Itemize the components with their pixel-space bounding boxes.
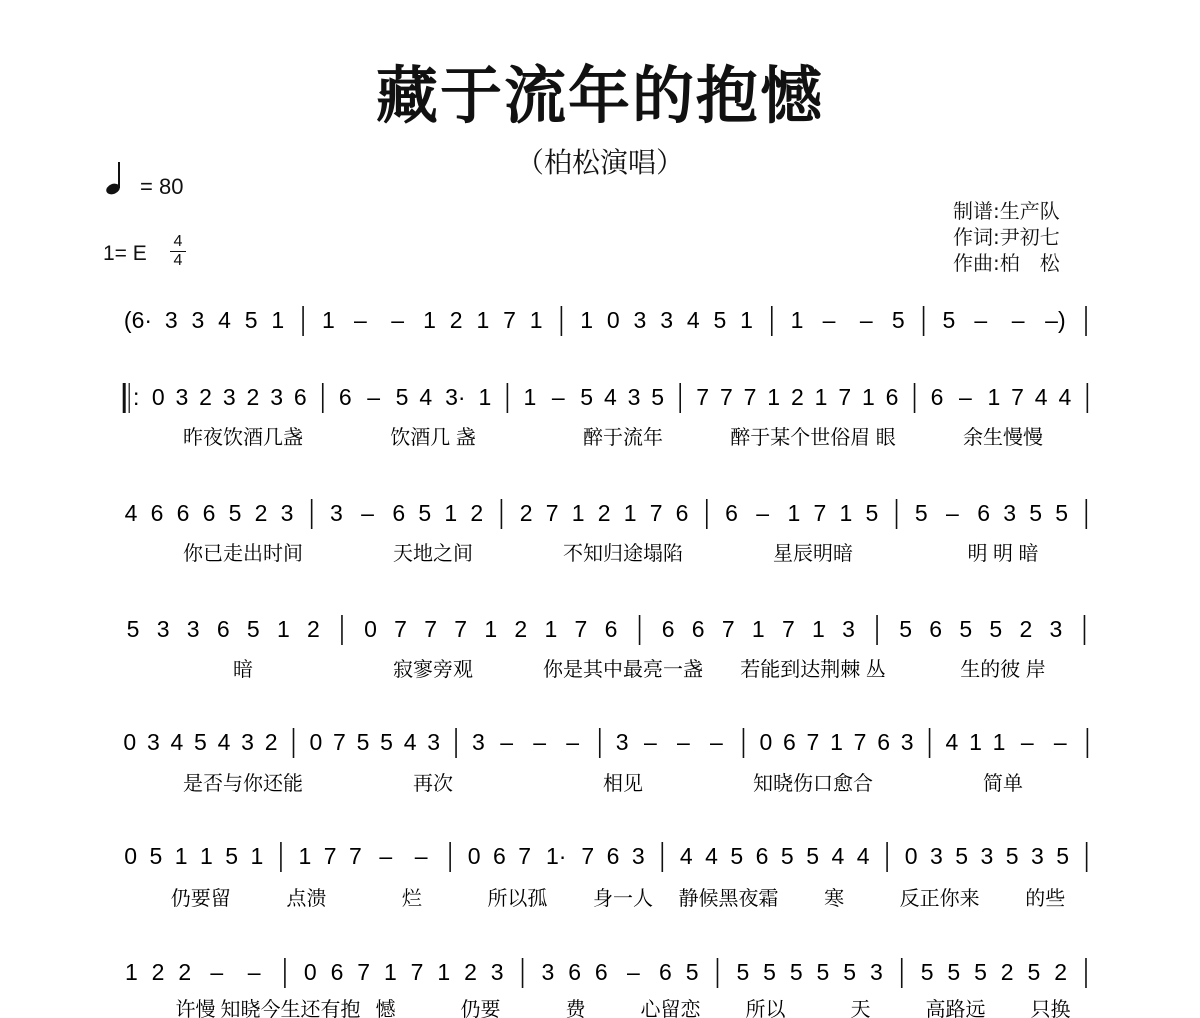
sys6-token-22: 4: [679, 843, 693, 869]
sys4-token-1: 5: [126, 616, 140, 642]
sys4-token-22: 1: [751, 616, 765, 642]
sys4-token-7: 2: [307, 616, 320, 642]
sys4-token-11: 7: [424, 616, 438, 642]
sys4-token-31: 2: [1019, 616, 1033, 642]
sys2-token-5: 3: [222, 384, 236, 410]
sys2-token-25: 7: [719, 384, 733, 410]
lyric-5-5: 简单: [983, 773, 1023, 795]
sys7-token-8: 6: [330, 959, 344, 985]
sys2-token-26: 7: [743, 384, 757, 410]
sys3-token-34: 3: [1003, 500, 1017, 526]
lyric-2-4: 醉于某个世俗眉 眼: [730, 427, 896, 449]
sys1-token-33: –): [1045, 307, 1066, 333]
sys6-token-10: 7: [349, 843, 362, 869]
sys2-token-36: 1: [987, 384, 1001, 410]
sys2-token-21: 3: [627, 384, 641, 410]
sys7-token-13: 2: [464, 959, 477, 985]
sys6-token-9: 7: [323, 843, 337, 869]
sys7-token-3: 2: [178, 959, 192, 985]
sys7-token-23: 5: [736, 959, 750, 985]
lyric-7-10: 只换: [1030, 999, 1071, 1018]
sys3-token-10: –: [361, 500, 374, 526]
sys1-token-4: 4: [218, 307, 231, 333]
sys6-token-6: 1: [250, 843, 264, 869]
sys4-token-6: 1: [276, 616, 290, 642]
sys3-token-21: 7: [649, 500, 663, 526]
sys5-token-32: 3: [900, 729, 914, 755]
key-signature: 1= E: [103, 242, 147, 265]
sys5-token-3: 4: [170, 729, 184, 755]
sys7-token-20: 6: [659, 959, 672, 985]
sys7-token-32: 5: [974, 959, 987, 985]
sys4-token-16: 7: [574, 616, 588, 642]
sys2-token-38: 4: [1034, 384, 1048, 410]
sys3-token-25: –: [756, 500, 770, 526]
sys5-token-11: 5: [356, 729, 370, 755]
sys3-token-2: 6: [150, 500, 164, 526]
sys3-token-31: 5: [914, 500, 928, 526]
sys1-token-17: 1: [580, 307, 594, 333]
sys5-token-30: 7: [853, 729, 867, 755]
sys6-token-34: 3: [980, 843, 994, 869]
sys3-token-11: 6: [392, 500, 406, 526]
sys5-token-19: –: [566, 729, 580, 755]
sys3-token-16: 2: [519, 500, 533, 526]
sys3-token-22: 6: [675, 500, 689, 526]
sys2-token-19: 5: [580, 384, 594, 410]
sys5-token-28: 7: [806, 729, 820, 755]
sys7-token-18: 6: [594, 959, 608, 985]
repeat-sign: :: [133, 384, 140, 410]
lyric-6-4: 所以孤: [487, 888, 548, 910]
lyric-5-1: 是否与你还能: [183, 773, 303, 795]
sys3-token-33: 6: [977, 500, 991, 526]
sys7-token-9: 7: [357, 959, 371, 985]
sys5-token-35: 1: [969, 729, 982, 755]
sys4-token-19: 6: [661, 616, 675, 642]
sys7-token-4: –: [210, 959, 224, 985]
sys4-token-10: 7: [394, 616, 407, 642]
sys7-token-26: 5: [816, 959, 830, 985]
sys6-token-25: 6: [755, 843, 769, 869]
sys5-token-27: 6: [782, 729, 796, 755]
lyric-7-1: 许慢: [175, 999, 216, 1018]
lyric-3-5: 明 明 暗: [967, 543, 1039, 565]
sys5-token-17: –: [500, 729, 514, 755]
score-title: 藏于流年的抱憾: [375, 59, 824, 132]
sys5-token-36: 1: [992, 729, 1006, 755]
sys3-token-14: 2: [470, 500, 484, 526]
lyric-6-3: 烂: [401, 888, 422, 910]
sys6-token-18: 7: [581, 843, 595, 869]
sys5-token-4: 5: [194, 729, 207, 755]
lyric-6-7: 寒: [824, 888, 845, 910]
sys7-token-27: 5: [843, 959, 857, 985]
credit-role: 作词: [953, 225, 993, 249]
sys6-token-31: 0: [904, 843, 918, 869]
sys6-token-24: 5: [730, 843, 744, 869]
sys5-token-34: 4: [945, 729, 959, 755]
sys4-token-28: 6: [929, 616, 943, 642]
sys4-token-14: 2: [514, 616, 528, 642]
tempo-value: = 80: [140, 174, 184, 199]
sys5-token-6: 3: [241, 729, 254, 755]
sys5-token-16: 3: [472, 729, 485, 755]
sys3-token-28: 1: [839, 500, 853, 526]
sys7-token-21: 5: [685, 959, 699, 985]
sys4-token-15: 1: [544, 616, 558, 642]
sys4-token-3: 3: [186, 616, 200, 642]
credit-role: 制谱: [953, 199, 993, 223]
sys1-token-25: 1: [790, 307, 804, 333]
sys2-token-27: 1: [767, 384, 781, 410]
sys3-token-27: 7: [813, 500, 827, 526]
lyric-4-4: 若能到达荆棘 丛: [740, 659, 886, 681]
sys5-token-13: 4: [403, 729, 417, 755]
sys6-token-8: 1: [298, 843, 312, 869]
sys6-token-36: 3: [1030, 843, 1044, 869]
sys1-token-27: –: [859, 307, 873, 333]
sys3-token-36: 5: [1055, 500, 1069, 526]
sys2-token-24: 7: [696, 384, 710, 410]
sys5-token-1: 0: [123, 729, 137, 755]
sys7-token-28: 3: [869, 959, 883, 985]
sys2-token-34: 6: [930, 384, 944, 410]
sys4-token-24: 1: [812, 616, 825, 642]
sys6-token-14: 0: [467, 843, 481, 869]
sys2-token-10: 6: [338, 384, 352, 410]
sys7-token-34: 5: [1027, 959, 1041, 985]
sys2-token-30: 7: [838, 384, 852, 410]
sys2-token-20: 4: [603, 384, 617, 410]
sys2-token-18: –: [551, 384, 565, 410]
sys6-token-37: 5: [1056, 843, 1070, 869]
sys6-token-27: 5: [806, 843, 819, 869]
sys2-token-3: 3: [175, 384, 189, 410]
sys6-token-28: 4: [831, 843, 845, 869]
sys5-token-22: –: [644, 729, 657, 755]
sys1-token-5: 5: [244, 307, 258, 333]
sys4-token-20: 6: [691, 616, 705, 642]
sys1-token-32: –: [1011, 307, 1025, 333]
sys3-token-9: 3: [329, 500, 343, 526]
sys6-token-3: 1: [174, 843, 188, 869]
sys5-token-37: –: [1020, 729, 1034, 755]
lyric-7-6: 心留恋: [640, 999, 701, 1018]
sys2-token-11: –: [367, 384, 381, 410]
sys2-token-12: 5: [395, 384, 409, 410]
sys3-token-35: 5: [1029, 500, 1043, 526]
sys5-token-14: 3: [427, 729, 441, 755]
sys3-token-1: 4: [124, 500, 138, 526]
sys7-token-7: 0: [303, 959, 317, 985]
sys1-token-15: 1: [529, 307, 543, 333]
lyric-4-2: 寂寥旁观: [393, 659, 473, 681]
sys1-token-13: 1: [476, 307, 490, 333]
sys7-token-14: 3: [490, 959, 504, 985]
sys1-token-19: 3: [633, 307, 647, 333]
sys4-token-5: 5: [246, 616, 260, 642]
sys5-token-7: 2: [264, 729, 278, 755]
lyric-7-2: 知晓今生还有抱: [220, 999, 361, 1018]
sys7-token-1: 1: [124, 959, 138, 985]
sys3-token-24: 6: [725, 500, 738, 526]
sys1-token-6: 1: [271, 307, 285, 333]
sys7-token-33: 2: [1000, 959, 1014, 985]
sys6-token-19: 6: [606, 843, 620, 869]
sys2-token-6: 2: [246, 384, 260, 410]
sys5-token-23: –: [676, 729, 690, 755]
sys5-token-38: –: [1053, 729, 1067, 755]
sys2-token-14: 3·: [445, 384, 466, 410]
sys5-token-24: –: [709, 729, 723, 755]
lyric-6-9: 的些: [1025, 888, 1066, 910]
sys5-token-5: 4: [217, 729, 231, 755]
credit-name: 尹初七: [999, 225, 1060, 249]
sys7-token-30: 5: [920, 959, 934, 985]
credit-role: 作曲: [953, 251, 993, 275]
sys1-token-21: 4: [686, 307, 700, 333]
lyric-3-4: 星辰明暗: [773, 543, 853, 565]
lyric-2-5: 余生慢慢: [963, 427, 1043, 449]
sys3-token-18: 1: [571, 500, 585, 526]
sys5-token-29: 1: [830, 729, 843, 755]
sys5-token-21: 3: [615, 729, 629, 755]
sys1-token-1: (6·: [123, 307, 153, 333]
sys5-token-31: 6: [877, 729, 891, 755]
sys3-token-17: 7: [545, 500, 559, 526]
credit-composer: 作曲:柏 松: [953, 251, 1060, 275]
sys1-token-2: 3: [164, 307, 178, 333]
sys3-token-5: 5: [228, 500, 242, 526]
sys4-token-21: 7: [721, 616, 735, 642]
sys2-token-37: 7: [1011, 384, 1024, 410]
sys6-token-4: 1: [200, 843, 213, 869]
sys1-token-26: –: [822, 307, 836, 333]
sys1-token-20: 3: [660, 307, 673, 333]
sys1-token-28: 5: [891, 307, 905, 333]
sys2-token-28: 2: [790, 384, 804, 410]
sys2-token-32: 6: [885, 384, 899, 410]
sys6-token-29: 4: [856, 843, 870, 869]
sys5-token-2: 3: [146, 729, 160, 755]
sys1-token-31: –: [974, 307, 988, 333]
lyric-7-9: 高路远: [925, 999, 986, 1018]
sys3-token-6: 2: [254, 500, 268, 526]
sys3-token-19: 2: [597, 500, 611, 526]
sys7-token-17: 6: [568, 959, 582, 985]
sys7-token-25: 5: [789, 959, 803, 985]
lyric-3-2: 天地之间: [393, 543, 473, 565]
sys2-token-17: 1: [523, 384, 537, 410]
sys3-token-13: 1: [444, 500, 458, 526]
sys2-token-22: 5: [651, 384, 665, 410]
sys3-token-12: 5: [418, 500, 432, 526]
lyric-7-4: 仍要: [460, 999, 501, 1018]
sys2-token-13: 4: [419, 384, 433, 410]
sys1-token-18: 0: [606, 307, 620, 333]
sys6-token-23: 4: [705, 843, 718, 869]
sys5-token-12: 5: [380, 729, 393, 755]
lyric-3-3: 不知归途塌陷: [563, 543, 683, 565]
sys2-token-4: 2: [199, 384, 212, 410]
sys1-token-11: 1: [423, 307, 436, 333]
sys6-token-32: 3: [929, 843, 943, 869]
score-subtitle: （柏松演唱）: [515, 146, 684, 179]
sys3-token-32: –: [946, 500, 959, 526]
sys7-token-2: 2: [151, 959, 165, 985]
time-signature-top: 4: [173, 233, 183, 250]
sys7-token-5: –: [247, 959, 261, 985]
sys7-token-24: 5: [763, 959, 776, 985]
sys6-token-35: 5: [1005, 843, 1019, 869]
sys6-token-12: –: [414, 843, 428, 869]
sys6-token-2: 5: [149, 843, 163, 869]
lyric-6-1: 仍要留: [170, 888, 231, 910]
sys6-token-11: –: [379, 843, 393, 869]
sys7-token-12: 1: [437, 959, 451, 985]
sys7-token-35: 2: [1054, 959, 1068, 985]
sys7-token-16: 3: [541, 959, 555, 985]
lyric-4-5: 生的彼 岸: [960, 659, 1046, 681]
lyric-2-1: 昨夜饮酒几盏: [183, 427, 303, 449]
sys3-token-3: 6: [176, 500, 190, 526]
sys6-token-16: 7: [518, 843, 532, 869]
lyric-6-8: 反正你来: [899, 888, 980, 910]
sys7-token-11: 7: [410, 959, 424, 985]
lyric-7-5: 费: [565, 999, 586, 1018]
sys6-token-1: 0: [124, 843, 138, 869]
lyric-4-1: 暗: [233, 659, 253, 681]
lyric-7-7: 所以: [745, 999, 786, 1018]
lyric-7-8: 天: [850, 999, 871, 1018]
sys1-token-9: –: [353, 307, 367, 333]
lyric-4-3: 你是其中最亮一盏: [543, 659, 703, 681]
credit-lyricist: 作词:尹初七: [953, 225, 1060, 249]
sys4-token-2: 3: [156, 616, 170, 642]
sys5-token-9: 0: [309, 729, 323, 755]
sys5-token-26: 0: [759, 729, 773, 755]
lyric-7-3: 憾: [375, 999, 396, 1018]
sys6-token-33: 5: [955, 843, 969, 869]
lyric-6-2: 点溃: [286, 888, 327, 910]
sys5-token-18: –: [533, 729, 547, 755]
credit-arranger: 制谱:生产队: [953, 199, 1060, 223]
lyric-5-4: 知晓伤口愈合: [753, 773, 873, 795]
sys2-token-7: 3: [270, 384, 283, 410]
sys1-token-14: 7: [503, 307, 516, 333]
sys2-token-8: 6: [293, 384, 307, 410]
sys3-token-29: 5: [865, 500, 879, 526]
lyric-6-6: 静候黑夜霜: [678, 888, 779, 910]
lyric-5-2: 再次: [413, 773, 453, 795]
sys4-token-13: 1: [484, 616, 498, 642]
sys3-token-20: 1: [623, 500, 637, 526]
lyric-3-1: 你已走出时间: [183, 543, 303, 565]
sys1-token-22: 5: [713, 307, 727, 333]
sys4-token-29: 5: [959, 616, 973, 642]
sys1-token-12: 2: [449, 307, 463, 333]
sys1-token-3: 3: [191, 307, 205, 333]
lyric-2-2: 饮酒几 盏: [390, 427, 476, 449]
sys1-token-10: –: [391, 307, 405, 333]
lyric-6-5: 身一人: [593, 888, 653, 910]
sys2-token-15: 1: [478, 384, 492, 410]
sys3-token-7: 3: [280, 500, 294, 526]
sys4-token-32: 3: [1049, 616, 1063, 642]
credit-name: 生产队: [999, 199, 1060, 223]
sys4-token-4: 6: [216, 616, 230, 642]
sys6-token-17: 1·: [545, 843, 567, 869]
sys6-token-5: 5: [225, 843, 239, 869]
sys4-token-27: 5: [899, 616, 913, 642]
sys3-token-4: 6: [202, 500, 216, 526]
lyric-2-3: 醉于流年: [583, 427, 663, 449]
sys7-token-31: 5: [947, 959, 961, 985]
sys6-token-26: 5: [780, 843, 794, 869]
sys6-token-20: 3: [631, 843, 645, 869]
sys2-token-29: 1: [814, 384, 828, 410]
sys5-token-10: 7: [333, 729, 346, 755]
credit-name: 柏 松: [999, 251, 1060, 275]
time-signature-bottom: 4: [173, 252, 183, 269]
sys3-token-26: 1: [787, 500, 801, 526]
sys4-token-9: 0: [364, 616, 377, 642]
sys7-token-10: 1: [383, 959, 397, 985]
sys7-token-19: –: [626, 959, 640, 985]
sys2-token-39: 4: [1058, 384, 1072, 410]
sys2-token-31: 1: [861, 384, 875, 410]
lyric-5-3: 相见: [603, 773, 643, 795]
sys4-token-23: 7: [781, 616, 795, 642]
sys4-token-12: 7: [454, 616, 468, 642]
sys2-token-2: 0: [151, 384, 165, 410]
sys1-token-23: 1: [740, 307, 753, 333]
sys6-token-15: 6: [492, 843, 506, 869]
sys1-token-8: 1: [321, 307, 335, 333]
sys4-token-25: 3: [842, 616, 855, 642]
sys4-token-17: 6: [604, 616, 618, 642]
sys2-token-35: –: [959, 384, 972, 410]
sys4-token-30: 5: [989, 616, 1003, 642]
sys1-token-30: 5: [942, 307, 956, 333]
